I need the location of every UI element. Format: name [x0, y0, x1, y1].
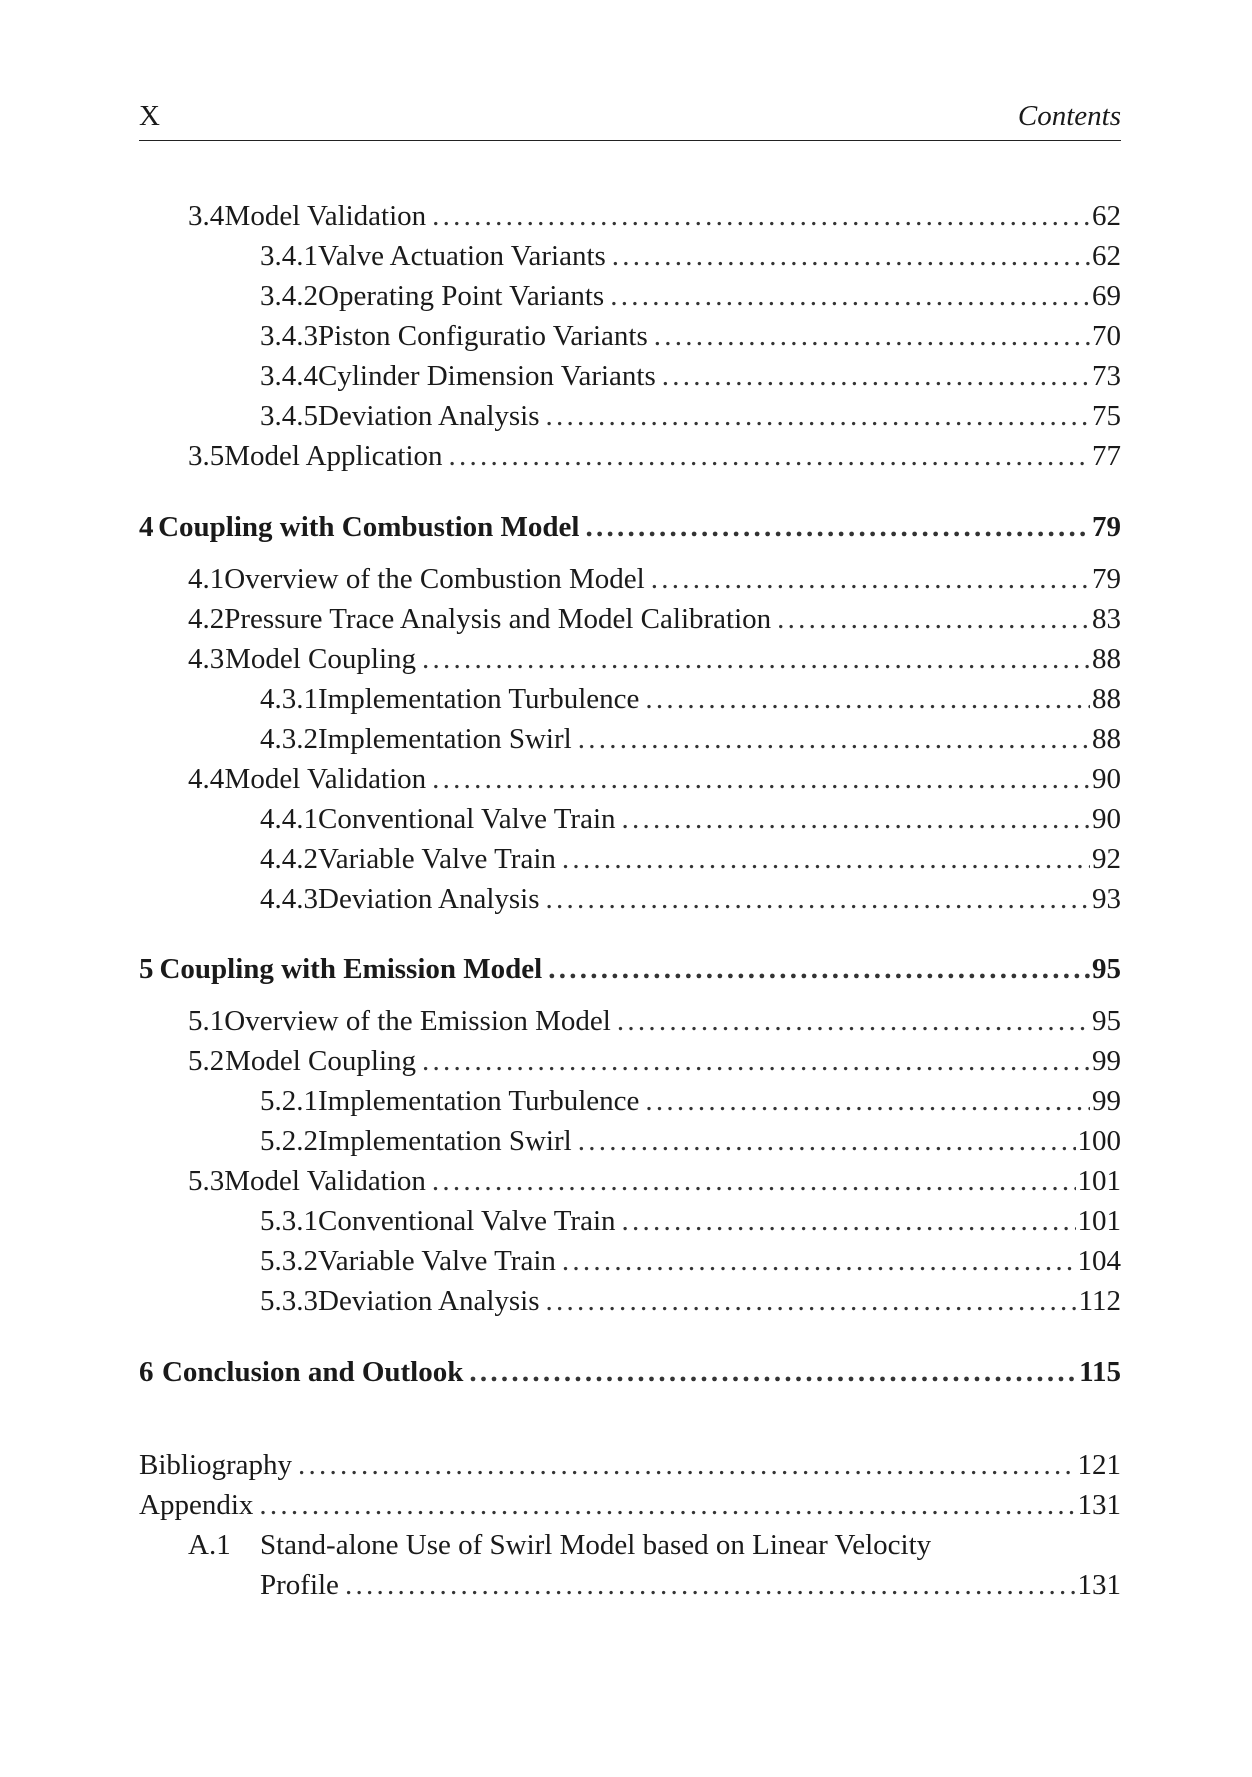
entry-title: Conventional Valve Train [318, 803, 616, 835]
entry-title: Model Application [224, 440, 443, 472]
chapter-title: Coupling with Emission Model [159, 953, 543, 985]
entry-page: 88 [1092, 683, 1121, 715]
toc-entry-5-2[interactable] [188, 1042, 1121, 1080]
chapter-title: Conclusion and Outlook [161, 1356, 464, 1388]
entry-number: 4.4 [188, 763, 225, 795]
entry-number: 5.2.2 [260, 1125, 318, 1157]
dot-leader [610, 277, 1090, 315]
entry-page: 83 [1092, 603, 1121, 635]
chapter-page: 79 [1092, 511, 1121, 543]
entry-page: 101 [1077, 1165, 1121, 1197]
entry-page: 121 [1077, 1449, 1121, 1481]
entry-page: 77 [1092, 440, 1121, 472]
entry-number: 5.3.3 [260, 1285, 318, 1317]
toc-entry-5-3-3[interactable] [260, 1282, 1121, 1320]
dot-leader [345, 1566, 1076, 1604]
toc-entry-5-3[interactable] [188, 1162, 1121, 1200]
entry-title: Stand-alone Use of Swirl Model based on Linear Velocity [260, 1529, 932, 1561]
entry-page: 112 [1078, 1285, 1121, 1317]
dot-leader [651, 560, 1090, 598]
toc-entry-3-4-4[interactable] [260, 357, 1121, 395]
dot-leader [432, 1162, 1076, 1200]
entry-page: 104 [1077, 1245, 1121, 1277]
entry-title: Conventional Valve Train [318, 1205, 616, 1237]
toc-entry-4-4-1[interactable] [260, 800, 1121, 838]
entry-number: 3.5 [188, 440, 225, 472]
dot-leader [546, 1282, 1077, 1320]
entry-title-continued: Profile [260, 1569, 339, 1601]
entry-number: 3.4 [188, 200, 225, 232]
entry-title: Deviation Analysis [318, 400, 540, 432]
entry-title: Model Coupling [225, 1045, 417, 1077]
dot-leader [645, 680, 1090, 718]
entry-page: 101 [1077, 1205, 1121, 1237]
toc-entry-3-4-2[interactable] [260, 277, 1121, 315]
entry-number: 5.2.1 [260, 1085, 318, 1117]
entry-page: 92 [1092, 843, 1121, 875]
dot-leader [622, 1202, 1076, 1240]
toc-entry-4-4-2[interactable] [260, 840, 1121, 878]
entry-number: 4.4.2 [260, 843, 318, 875]
chapter-page: 95 [1092, 953, 1121, 985]
entry-title: Variable Valve Train [318, 1245, 556, 1277]
dot-leader [654, 317, 1090, 355]
entry-number: 4.2 [188, 603, 225, 635]
entry-title: Implementation Turbulence [318, 683, 640, 715]
toc-bibliography[interactable] [139, 1446, 1121, 1484]
toc-entry-4-3-1[interactable] [260, 680, 1121, 718]
dot-leader [612, 237, 1090, 275]
page-number: X [139, 100, 160, 132]
chapter-page: 115 [1079, 1356, 1121, 1388]
entry-number: 4.3 [188, 643, 225, 675]
entry-page: 90 [1092, 803, 1121, 835]
entry-number: 3.4.1 [260, 240, 318, 272]
entry-number: 5.3.1 [260, 1205, 318, 1237]
entry-page: 75 [1092, 400, 1121, 432]
toc-appendix[interactable] [139, 1486, 1121, 1524]
dot-leader [548, 950, 1090, 988]
toc-entry-5-2-1[interactable] [260, 1082, 1121, 1120]
entry-number: 3.4.5 [260, 400, 318, 432]
dot-leader [449, 437, 1090, 475]
dot-leader [298, 1446, 1075, 1484]
toc-entry-4-3[interactable] [188, 640, 1121, 678]
entry-title: Model Validation [224, 763, 427, 795]
toc-appendix-a1-continued[interactable] [260, 1566, 1121, 1604]
toc-entry-5-3-2[interactable] [260, 1242, 1121, 1280]
dot-leader [469, 1353, 1077, 1391]
entry-page: 69 [1092, 280, 1121, 312]
running-header [139, 96, 1121, 141]
dot-leader [422, 640, 1090, 678]
dot-leader [585, 508, 1090, 546]
entry-number: 3.4.2 [260, 280, 318, 312]
entry-title: Deviation Analysis [318, 883, 540, 915]
entry-page: 131 [1077, 1489, 1121, 1521]
dot-leader [662, 357, 1090, 395]
dot-leader [546, 397, 1090, 435]
entry-title: Implementation Swirl [318, 1125, 572, 1157]
dot-leader [259, 1486, 1075, 1524]
toc-entry-5-3-1[interactable] [260, 1202, 1121, 1240]
entry-number: 4.1 [188, 563, 225, 595]
entry-title: Valve Actuation Variants [318, 240, 606, 272]
toc-entry-4-4-3[interactable] [260, 880, 1121, 918]
dot-leader [562, 1242, 1076, 1280]
entry-page: 73 [1092, 360, 1121, 392]
chapter-title: Coupling with Combustion Model [158, 511, 580, 543]
entry-title: Deviation Analysis [318, 1285, 540, 1317]
toc-entry-3-4[interactable] [188, 197, 1121, 235]
chapter-number: 6 [139, 1356, 154, 1388]
entry-page: 90 [1092, 763, 1121, 795]
entry-title: Piston Configuratio Variants [318, 320, 648, 352]
toc-chapter-4[interactable] [139, 508, 1121, 546]
entry-number: 5.3 [188, 1165, 225, 1197]
entry-number: 5.1 [188, 1005, 225, 1037]
entry-title: Bibliography [139, 1449, 293, 1481]
entry-page: 70 [1092, 320, 1121, 352]
entry-title: Pressure Trace Analysis and Model Calibration [224, 603, 772, 635]
entry-number: 3.4.3 [260, 320, 318, 352]
entry-number: 4.4.3 [260, 883, 318, 915]
dot-leader [546, 880, 1090, 918]
entry-number: 4.3.1 [260, 683, 318, 715]
entry-title: Cylinder Dimension Variants [318, 360, 656, 392]
entry-title: Overview of the Emission Model [224, 1005, 611, 1037]
entry-page: 99 [1092, 1045, 1121, 1077]
toc-entry-3-4-3[interactable] [260, 317, 1121, 355]
entry-page: 131 [1077, 1569, 1121, 1601]
dot-leader [645, 1082, 1090, 1120]
toc-entry-5-2-2[interactable] [260, 1122, 1121, 1160]
entry-page: 95 [1092, 1005, 1121, 1037]
toc-entry-3-4-1[interactable] [260, 237, 1121, 275]
chapter-number: 4 [139, 511, 154, 543]
toc-entry-5-1[interactable] [188, 1002, 1121, 1040]
entry-title: Overview of the Combustion Model [224, 563, 645, 595]
running-title: Contents [1017, 100, 1121, 132]
dot-leader [432, 197, 1090, 235]
chapter-number: 5 [139, 953, 154, 985]
entry-page: 100 [1077, 1125, 1121, 1157]
dot-leader [562, 840, 1090, 878]
toc-appendix-a1[interactable] [188, 1526, 1121, 1564]
entry-page: 93 [1092, 883, 1121, 915]
entry-number: 5.3.2 [260, 1245, 318, 1277]
entry-number: 4.4.1 [260, 803, 318, 835]
dot-leader [578, 720, 1090, 758]
entry-number: 5.2 [188, 1045, 225, 1077]
toc-entry-3-4-5[interactable] [260, 397, 1121, 435]
dot-leader [622, 800, 1090, 838]
entry-number: A.1 [188, 1529, 231, 1561]
entry-page: 79 [1092, 563, 1121, 595]
entry-page: 88 [1092, 723, 1121, 755]
entry-page: 99 [1092, 1085, 1121, 1117]
dot-leader [617, 1002, 1090, 1040]
entry-title: Implementation Swirl [318, 723, 572, 755]
entry-title: Model Validation [224, 200, 427, 232]
toc-entry-4-2[interactable] [188, 600, 1121, 638]
toc-chapter-6[interactable] [139, 1353, 1121, 1391]
toc-entry-3-5[interactable] [188, 437, 1121, 475]
entry-title: Model Validation [224, 1165, 426, 1197]
dot-leader [777, 600, 1090, 638]
entry-number: 3.4.4 [260, 360, 318, 392]
entry-number: 4.3.2 [260, 723, 318, 755]
dot-leader [578, 1122, 1076, 1160]
dot-leader [432, 760, 1090, 798]
toc-chapter-5[interactable] [139, 950, 1121, 988]
entry-title: Model Coupling [225, 643, 417, 675]
entry-page: 62 [1092, 200, 1121, 232]
entry-title: Implementation Turbulence [318, 1085, 640, 1117]
entry-title: Appendix [139, 1489, 254, 1521]
entry-title: Operating Point Variants [318, 280, 605, 312]
entry-title: Variable Valve Train [318, 843, 556, 875]
entry-page: 88 [1092, 643, 1121, 675]
toc-entry-4-3-2[interactable] [260, 720, 1121, 758]
dot-leader [422, 1042, 1090, 1080]
toc-entry-4-4[interactable] [188, 760, 1121, 798]
entry-page: 62 [1092, 240, 1121, 272]
toc-entry-4-1[interactable] [188, 560, 1121, 598]
